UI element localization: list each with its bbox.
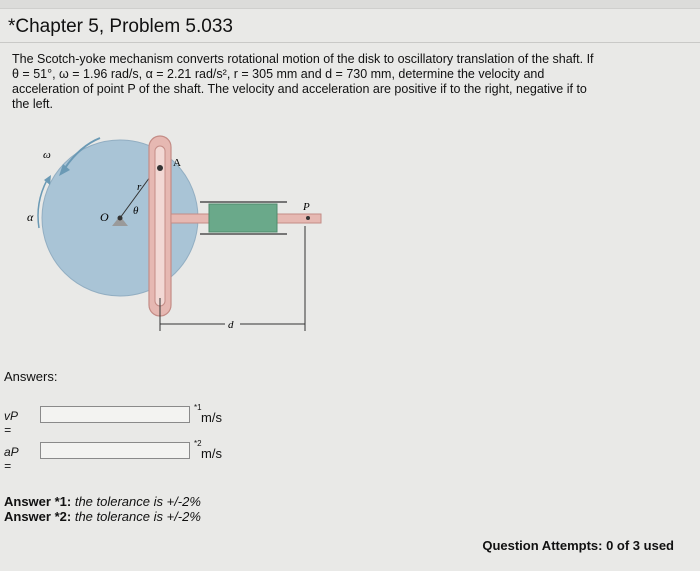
scotch-yoke-figure [25, 128, 335, 343]
tolerance-1 [4, 494, 201, 509]
top-bar [0, 0, 700, 9]
point-P [306, 216, 310, 220]
vp-label: vP = [4, 409, 18, 437]
ap-marker: *2 [194, 439, 202, 448]
label-r: r [137, 181, 142, 193]
problem-title: *Chapter 5, Problem 5.033 [8, 16, 233, 37]
label-d: d [228, 319, 234, 331]
vp-input[interactable] [40, 406, 190, 423]
label-A: A [173, 157, 181, 169]
problem-statement [12, 52, 682, 112]
answers-label: Answers: [4, 369, 58, 384]
tolerance-1-text: the tolerance is +/-2% [74, 494, 201, 509]
title-divider [0, 42, 700, 43]
vp-unit: m/s [201, 410, 222, 425]
ap-label: aP = [4, 445, 19, 473]
question-attempts: Question Attempts: 0 of 3 used [482, 538, 674, 553]
ap-input[interactable] [40, 442, 190, 459]
vp-marker: *1 [194, 403, 202, 412]
problem-line-2: θ = 51°, ω = 1.96 rad/s, α = 2.21 rad/s², r = 305 mm and d = 730 mm, determine the velocity and [12, 67, 545, 81]
tolerance-1-prefix: Answer *1: [4, 494, 72, 509]
pivot-O [118, 216, 123, 221]
tolerance-2-prefix: Answer *2: [4, 509, 72, 524]
label-omega: ω [43, 149, 51, 161]
guide-block [209, 204, 277, 232]
problem-line-1: The Scotch-yoke mechanism converts rotational motion of the disk to oscillatory translation of the shaft. If [12, 52, 594, 66]
label-theta: θ [133, 205, 139, 217]
problem-line-3: acceleration of point P of the shaft. The velocity and acceleration are positive if to the right, negative if to [12, 82, 587, 96]
tolerance-2-text: the tolerance is +/-2% [74, 509, 201, 524]
pin-A [157, 165, 163, 171]
label-P: P [303, 201, 310, 213]
tolerance-2 [4, 509, 201, 524]
label-alpha: α [27, 210, 34, 224]
label-O: O [100, 210, 109, 224]
problem-line-4: the left. [12, 97, 53, 111]
ap-unit: m/s [201, 446, 222, 461]
